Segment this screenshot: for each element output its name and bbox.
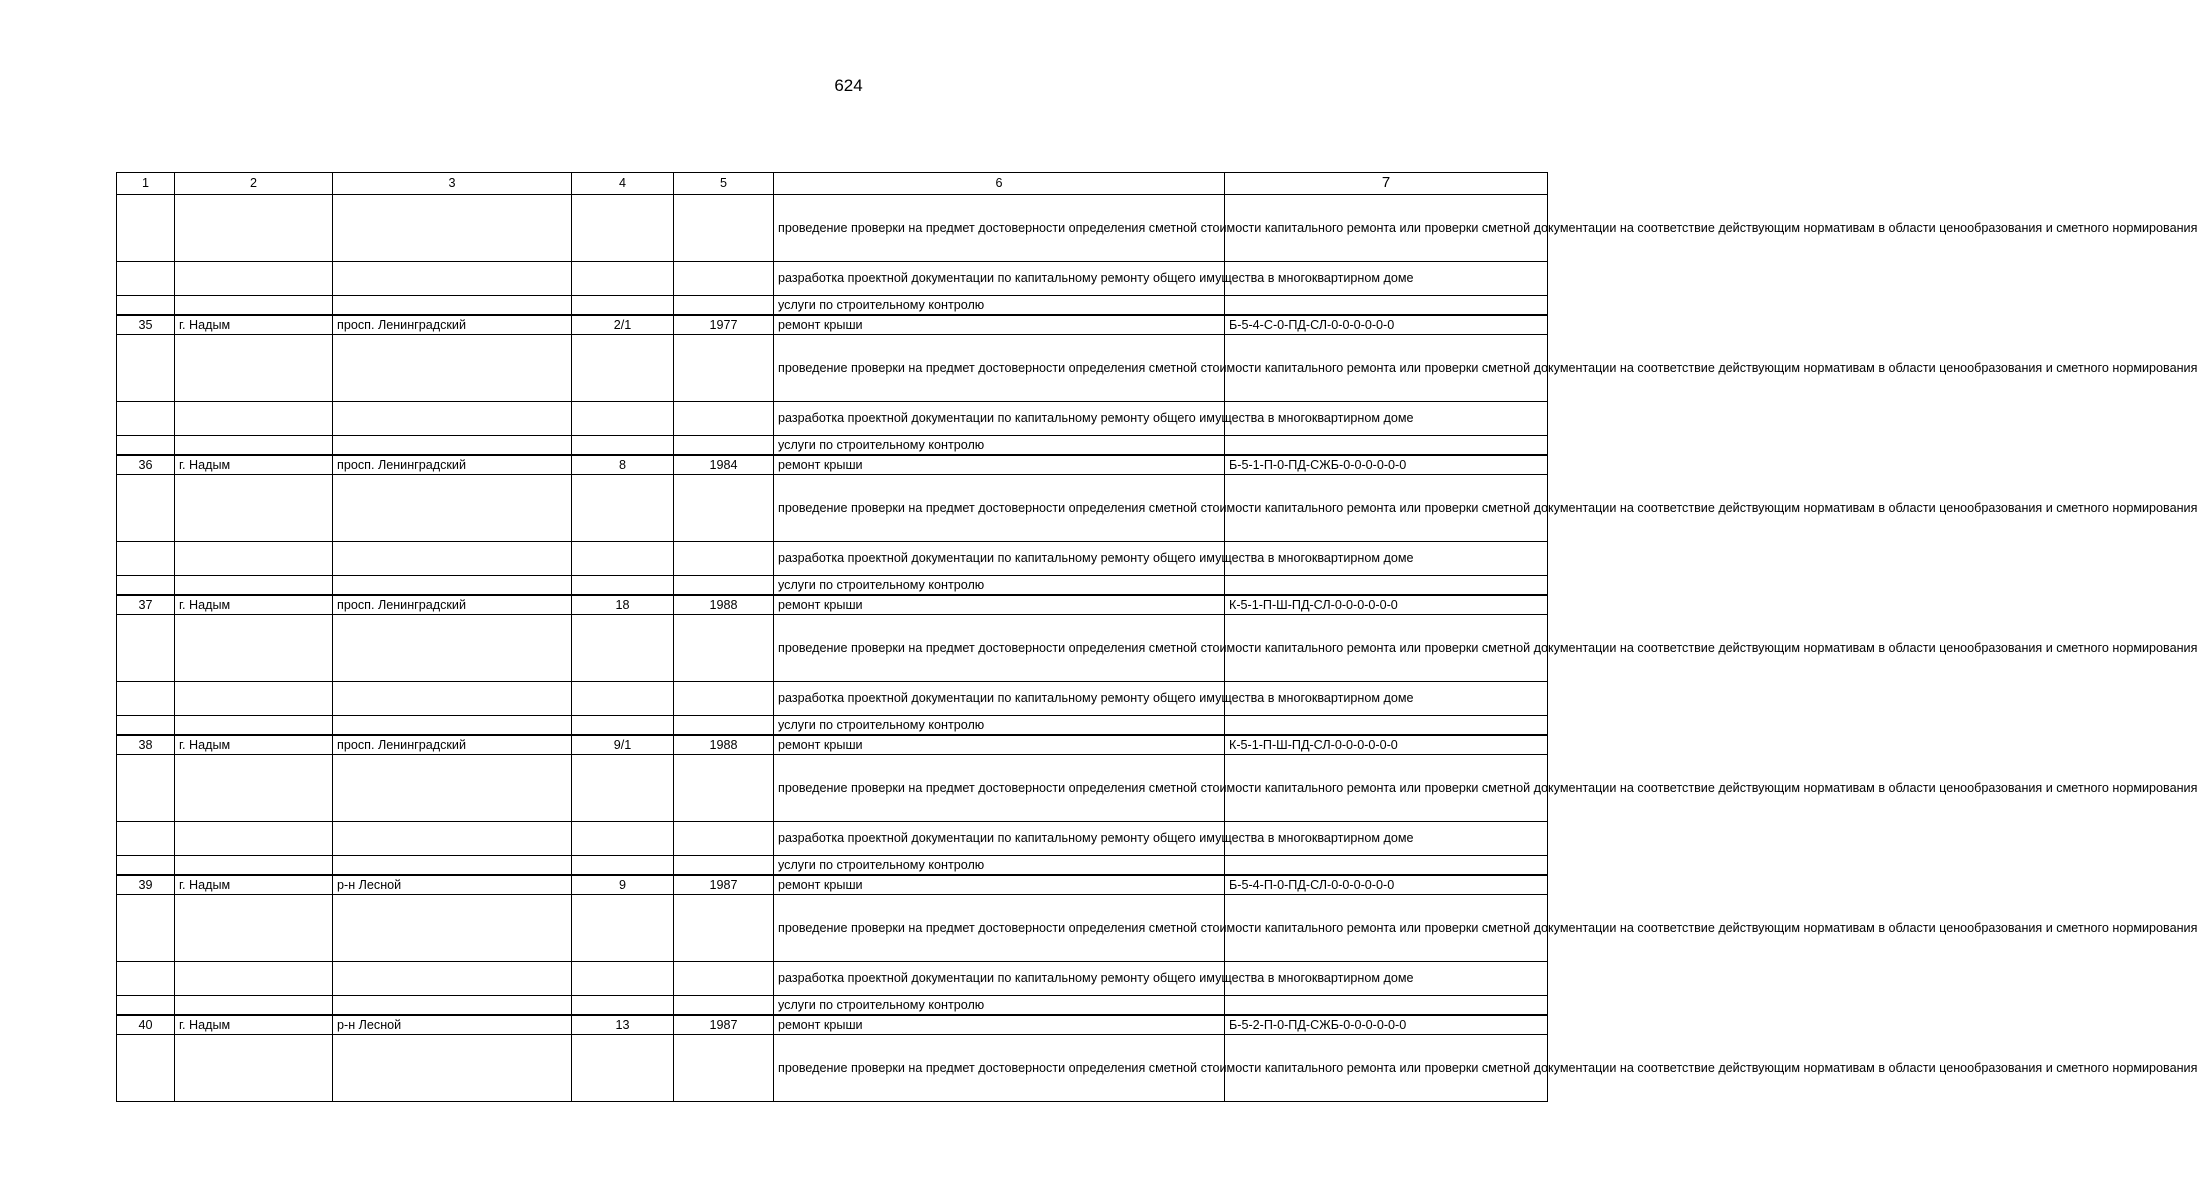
work-type-cell: разработка проектной документации по капитальному ремонту общего имущества в многоквартирном доме [774,962,1225,996]
house-number-cell [572,996,674,1016]
table-row [117,1035,1548,1102]
year-built-cell: 1988 [674,735,774,755]
house-number-cell [572,296,674,316]
building-code-cell: Б-5-1-П-0-ПД-СЖБ-0-0-0-0-0-0 [1225,455,1548,475]
work-type-cell: разработка проектной документации по капитальному ремонту общего имущества в многоквартирном доме [774,402,1225,436]
year-built-cell [674,682,774,716]
header-row [117,173,1548,195]
repair-schedule-table [116,172,2197,1102]
page-number: 624 [834,76,863,95]
row-number-cell [117,962,175,996]
row-number-cell [117,755,175,822]
house-number-cell [572,335,674,402]
work-type-cell: разработка проектной документации по капитальному ремонту общего имущества в многоквартирном доме [774,262,1225,296]
work-type-cell: разработка проектной документации по капитальному ремонту общего имущества в многоквартирном доме [774,822,1225,856]
city-cell: г. Надым [175,735,333,755]
street-cell: р-н Лесной [333,1015,572,1035]
house-number-cell [572,856,674,876]
header-col-4: 4 [572,173,674,195]
table-row [117,542,1548,576]
work-type-cell: ремонт крыши [774,315,1225,335]
house-number-cell: 2/1 [572,315,674,335]
street-cell [333,755,572,822]
table-row [117,996,1548,1016]
building-code-cell [1225,576,1548,596]
year-built-cell [674,436,774,456]
street-cell: просп. Ленинградский [333,315,572,335]
house-number-cell [572,962,674,996]
table-row [117,875,1548,895]
row-number-cell [117,402,175,436]
street-cell [333,542,572,576]
year-built-cell [674,576,774,596]
house-number-cell: 9 [572,875,674,895]
header-col-5: 5 [674,173,774,195]
street-cell: просп. Ленинградский [333,455,572,475]
table-row [117,615,1548,682]
work-type-cell: ремонт крыши [774,1015,1225,1035]
table-row [117,716,1548,736]
city-cell [175,335,333,402]
row-number-cell [117,436,175,456]
city-cell: г. Надым [175,315,333,335]
row-number-cell [117,335,175,402]
house-number-cell [572,682,674,716]
city-cell [175,402,333,436]
city-cell [175,615,333,682]
city-cell: г. Надым [175,1015,333,1035]
table-row [117,455,1548,475]
house-number-cell [572,195,674,262]
work-type-cell: ремонт крыши [774,595,1225,615]
city-cell [175,682,333,716]
year-built-cell: 1987 [674,875,774,895]
year-built-cell [674,1035,774,1102]
building-code-cell: К-5-1-П-Ш-ПД-СЛ-0-0-0-0-0-0 [1225,735,1548,755]
house-number-cell [572,576,674,596]
house-number-cell [572,475,674,542]
work-type-cell: услуги по строительному контролю [774,716,1225,736]
header-col-3: 3 [333,173,572,195]
year-built-cell [674,542,774,576]
house-number-cell [572,615,674,682]
building-code-cell: Б-5-4-С-0-ПД-СЛ-0-0-0-0-0-0 [1225,315,1548,335]
city-cell [175,716,333,736]
building-code-cell [1225,996,1548,1016]
work-type-cell: услуги по строительному контролю [774,996,1225,1016]
building-code-cell [1225,436,1548,456]
year-built-cell [674,195,774,262]
house-number-cell [572,262,674,296]
city-cell [175,1035,333,1102]
table-body [117,195,2197,1102]
row-number-cell [117,895,175,962]
street-cell: р-н Лесной [333,875,572,895]
table-row [117,576,1548,596]
table-row [117,195,1548,262]
street-cell [333,996,572,1016]
city-cell [175,895,333,962]
row-number-cell: 40 [117,1015,175,1035]
street-cell [333,856,572,876]
header-col-7: 7 [1225,173,1548,195]
row-number-cell [117,615,175,682]
house-number-cell [572,895,674,962]
work-type-cell: проведение проверки на предмет достоверности определения сметной стоимости капитального ремонта или проверки сметной документации на соответствие действующим нормативам в области ценообразования и сметного нормирования [774,615,1225,682]
table-row [117,856,1548,876]
table-row [117,962,1548,996]
year-built-cell [674,296,774,316]
city-cell [175,856,333,876]
table-row [117,436,1548,456]
city-cell [175,996,333,1016]
row-number-cell [117,195,175,262]
house-number-cell [572,755,674,822]
street-cell [333,402,572,436]
house-number-cell: 18 [572,595,674,615]
row-number-cell [117,542,175,576]
building-code-cell: Б-5-2-П-0-ПД-СЖБ-0-0-0-0-0-0 [1225,1015,1548,1035]
work-type-cell: проведение проверки на предмет достоверности определения сметной стоимости капитального ремонта или проверки сметной документации на соответствие действующим нормативам в области ценообразования и сметного нормирования [774,475,1225,542]
street-cell [333,576,572,596]
city-cell [175,822,333,856]
city-cell: г. Надым [175,595,333,615]
street-cell [333,822,572,856]
header-col-6: 6 [774,173,1225,195]
year-built-cell: 1987 [674,1015,774,1035]
street-cell [333,335,572,402]
work-type-cell: ремонт крыши [774,875,1225,895]
work-type-cell: проведение проверки на предмет достоверности определения сметной стоимости капитального ремонта или проверки сметной документации на соответствие действующим нормативам в области ценообразования и сметного нормирования [774,1035,1225,1102]
row-number-cell [117,262,175,296]
row-number-cell [117,475,175,542]
row-number-cell: 36 [117,455,175,475]
house-number-cell [572,822,674,856]
house-number-cell [572,402,674,436]
city-cell: г. Надым [175,455,333,475]
city-cell [175,195,333,262]
city-cell [175,296,333,316]
city-cell [175,475,333,542]
work-type-cell: проведение проверки на предмет достоверности определения сметной стоимости капитального ремонта или проверки сметной документации на соответствие действующим нормативам в области ценообразования и сметного нормирования [774,195,1225,262]
work-type-cell: услуги по строительному контролю [774,856,1225,876]
row-number-cell [117,296,175,316]
work-type-cell: проведение проверки на предмет достоверности определения сметной стоимости капитального ремонта или проверки сметной документации на соответствие действующим нормативам в области ценообразования и сметного нормирования [774,755,1225,822]
row-number-cell [117,716,175,736]
house-number-cell: 8 [572,455,674,475]
street-cell [333,436,572,456]
table-row [117,335,1548,402]
street-cell [333,1035,572,1102]
year-built-cell [674,895,774,962]
street-cell [333,615,572,682]
table-row [117,262,1548,296]
city-cell: г. Надым [175,875,333,895]
table-row [117,895,1548,962]
table-row [117,475,1548,542]
table-row [117,402,1548,436]
table-row [117,315,1548,335]
street-cell [333,962,572,996]
header-col-1: 1 [117,173,175,195]
building-code-cell [1225,716,1548,736]
work-type-cell: ремонт крыши [774,735,1225,755]
city-cell [175,262,333,296]
house-number-cell [572,716,674,736]
city-cell [175,755,333,822]
year-built-cell [674,822,774,856]
table-row [117,735,1548,755]
street-cell: просп. Ленинградский [333,595,572,615]
year-built-cell [674,962,774,996]
table-row [117,822,1548,856]
year-built-cell [674,335,774,402]
building-code-cell [1225,856,1548,876]
work-type-cell: разработка проектной документации по капитальному ремонту общего имущества в многоквартирном доме [774,542,1225,576]
street-cell [333,475,572,542]
house-number-cell [572,1035,674,1102]
building-code-cell [1225,296,1548,316]
work-type-cell: услуги по строительному контролю [774,436,1225,456]
work-type-cell: услуги по строительному контролю [774,576,1225,596]
house-number-cell: 13 [572,1015,674,1035]
table-row [117,755,1548,822]
street-cell: просп. Ленинградский [333,735,572,755]
row-number-cell: 35 [117,315,175,335]
year-built-cell [674,615,774,682]
city-cell [175,542,333,576]
building-code-cell: К-5-1-П-Ш-ПД-СЛ-0-0-0-0-0-0 [1225,595,1548,615]
city-cell [175,576,333,596]
header-col-2: 2 [175,173,333,195]
row-number-cell: 38 [117,735,175,755]
year-built-cell [674,716,774,736]
street-cell [333,716,572,736]
year-built-cell [674,996,774,1016]
work-type-cell: проведение проверки на предмет достоверности определения сметной стоимости капитального ремонта или проверки сметной документации на соответствие действующим нормативам в области ценообразования и сметного нормирования [774,895,1225,962]
year-built-cell [674,475,774,542]
year-built-cell [674,402,774,436]
year-built-cell: 1984 [674,455,774,475]
table-row [117,682,1548,716]
work-type-cell: услуги по строительному контролю [774,296,1225,316]
row-number-cell [117,856,175,876]
row-number-cell [117,682,175,716]
year-built-cell [674,262,774,296]
row-number-cell [117,822,175,856]
row-number-cell: 39 [117,875,175,895]
year-built-cell: 1977 [674,315,774,335]
table-row [117,595,1548,615]
city-cell [175,436,333,456]
house-number-cell [572,542,674,576]
house-number-cell [572,436,674,456]
row-number-cell [117,576,175,596]
row-number-cell [117,1035,175,1102]
street-cell [333,895,572,962]
street-cell [333,296,572,316]
work-type-cell: разработка проектной документации по капитальному ремонту общего имущества в многоквартирном доме [774,682,1225,716]
street-cell [333,682,572,716]
year-built-cell [674,856,774,876]
year-built-cell: 1988 [674,595,774,615]
work-type-cell: ремонт крыши [774,455,1225,475]
row-number-cell [117,996,175,1016]
street-cell [333,262,572,296]
house-number-cell: 9/1 [572,735,674,755]
building-code-cell: Б-5-4-П-0-ПД-СЛ-0-0-0-0-0-0 [1225,875,1548,895]
table-row [117,296,1548,316]
year-built-cell [674,755,774,822]
table-row [117,1015,1548,1035]
work-type-cell: проведение проверки на предмет достоверности определения сметной стоимости капитального ремонта или проверки сметной документации на соответствие действующим нормативам в области ценообразования и сметного нормирования [774,335,1225,402]
city-cell [175,962,333,996]
street-cell [333,195,572,262]
row-number-cell: 37 [117,595,175,615]
